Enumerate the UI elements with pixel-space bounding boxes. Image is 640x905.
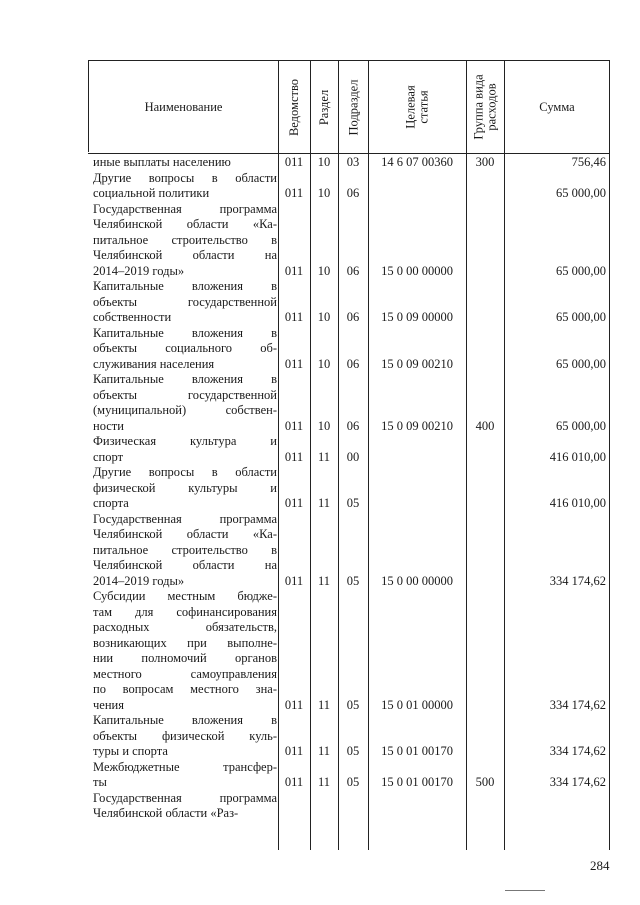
header-gruppa [467,61,504,153]
row-name-line: Государственная программа [93,511,277,526]
row-name-line: питальное строительство в [93,542,277,557]
cell-razdel: 11 [317,449,331,464]
cell-summa: 416 010,00 [549,496,606,510]
table-row [88,372,610,434]
cell-podrazdel: 06 [346,356,360,371]
row-name-line: Субсидии местным бюдже- [93,589,277,603]
row-name-line: питальное строительство в [93,232,277,247]
header-podrazdel-text: Подраздел [346,79,360,135]
cell-summa: 334 174,62 [549,775,606,789]
row-name-line: объекты социального об- [93,341,277,355]
row-name-line: (муниципальной) собствен- [93,403,277,417]
cell-podrazdel: 00 [346,449,360,464]
cell-summa: 65 000,00 [556,356,606,371]
cell-celevaya: 15 0 09 00210 [381,418,453,433]
cell-razdel: 10 [317,186,331,200]
cell-razdel: 10 [317,310,331,324]
cell-summa: 65 000,00 [556,310,606,324]
cell-vedomstvo: 011 [284,263,304,278]
header-celevaya-line1: Целевая [403,85,418,129]
cell-razdel: 11 [317,496,331,510]
cell-celevaya: 15 0 01 00170 [381,775,453,789]
header-gruppa-text [473,74,499,139]
row-name-line: Челябинской области на [93,558,277,572]
cell-summa: 65 000,00 [556,263,606,278]
row-name [93,760,277,791]
cell-podrazdel: 06 [346,186,360,200]
row-name-line: Капитальные вложения в [93,372,277,386]
row-name-line: по вопросам местного зна- [93,682,277,696]
header-name-text: Наименование [144,99,223,114]
cell-razdel: 11 [317,697,331,712]
cell-razdel: 11 [317,744,331,758]
row-name-line: Капитальные вложения в [93,325,277,340]
row-name-line: иные выплаты населению [93,155,231,169]
row-name-line: 2014–2019 годы» [93,263,185,278]
cell-razdel: 10 [317,263,331,278]
table-row [88,465,610,512]
header-summa-text: Сумма [539,99,575,114]
cell-vedomstvo: 011 [284,573,304,588]
cell-celevaya: 15 0 01 00170 [381,744,453,758]
cell-gruppa: 400 [475,418,495,433]
cell-vedomstvo: 011 [284,310,304,324]
row-name [93,279,277,326]
cell-vedomstvo: 011 [284,496,304,510]
row-name-line: Челябинской области «Ка- [93,527,277,541]
header-podrazdel [339,61,368,153]
cell-podrazdel: 03 [346,155,360,169]
row-name-line: местного самоуправления [93,666,277,681]
header-razdel-text: Раздел [317,89,332,125]
row-name [93,155,277,171]
row-name [93,589,277,713]
cell-vedomstvo: 011 [284,356,304,371]
cell-podrazdel: 06 [346,310,360,324]
cell-celevaya: 15 0 09 00210 [381,356,453,371]
cell-razdel: 10 [317,356,331,371]
table-row [88,713,610,760]
header-celevaya-line2: статья [416,90,431,124]
table-row [88,279,610,326]
row-name-line: Государственная программа [93,790,277,805]
row-name-line: Другие вопросы в области [93,170,277,185]
table-row [88,791,610,822]
cell-podrazdel: 05 [346,496,360,510]
table-row [88,155,610,171]
table-row [88,434,610,465]
cell-vedomstvo: 011 [284,418,304,433]
cell-summa: 334 174,62 [549,697,606,712]
footer-line [505,890,545,891]
cell-gruppa: 500 [475,775,495,789]
header-celevaya [369,61,466,153]
cell-podrazdel: 05 [346,775,360,789]
header-vedomstvo [279,61,310,153]
cell-razdel: 11 [317,775,331,789]
header-summa [505,61,609,153]
row-name-line: 2014–2019 годы» [93,573,185,588]
row-name-line: объекты государственной [93,294,277,309]
row-name [93,202,277,280]
row-name-line: расходных обязательств, [93,620,277,634]
cell-vedomstvo: 011 [284,155,304,169]
row-name [93,713,277,760]
cell-celevaya: 14 6 07 00360 [381,155,453,169]
row-name-line: собственности [93,310,172,324]
row-name-line: возникающих при выполне- [93,635,277,650]
header-vedomstvo-text: Ведомство [287,78,301,136]
row-name-line: социальной политики [93,186,210,200]
cell-vedomstvo: 011 [284,449,304,464]
row-name-line: объекты государственной [93,387,277,402]
row-name-line: Другие вопросы в области [93,465,277,479]
cell-summa: 65 000,00 [556,418,606,433]
header-name [89,61,278,153]
table-row [88,760,610,791]
cell-razdel: 11 [317,573,331,588]
row-name [93,791,277,822]
row-name [93,372,277,434]
cell-celevaya: 15 0 01 00000 [381,697,453,712]
table-row [88,171,610,202]
cell-vedomstvo: 011 [284,775,304,789]
cell-vedomstvo: 011 [284,744,304,758]
row-name-line: объекты физической куль- [93,728,277,743]
table-row [88,589,610,713]
cell-podrazdel: 06 [346,418,360,433]
row-name-line: физической культуры и [93,480,277,495]
page-number: 284 [590,858,610,873]
header-celevaya-text [405,85,431,128]
cell-razdel: 10 [317,155,331,169]
row-name-line: чения [93,697,124,712]
row-name-line: Капитальные вложения в [93,279,277,293]
table-row [88,326,610,373]
row-name-line: ности [93,418,124,433]
cell-celevaya: 15 0 00 00000 [381,573,453,588]
cell-podrazdel: 06 [346,263,360,278]
row-name-line: Челябинской области «Раз- [93,806,239,820]
cell-razdel: 10 [317,418,331,433]
table-row [88,202,610,280]
row-name-line: Физическая культура и [93,434,277,448]
header-gruppa-line1: Группа вида [471,74,486,140]
cell-summa: 416 010,00 [549,449,606,464]
row-name-line: служивания населения [93,356,215,371]
cell-summa: 65 000,00 [556,186,606,200]
row-name-line: Капитальные вложения в [93,713,277,727]
cell-gruppa: 300 [475,155,495,169]
row-name-line: туры и спорта [93,744,168,758]
cell-celevaya: 15 0 09 00000 [381,310,453,324]
row-name-line: Челябинской области «Ка- [93,217,277,231]
table-row [88,512,610,590]
row-name [93,512,277,590]
row-name [93,434,277,465]
cell-summa: 334 174,62 [549,573,606,588]
row-name-line: там для софинансирования [93,604,277,619]
cell-podrazdel: 05 [346,573,360,588]
row-name-line: спорта [93,496,129,510]
row-name-line: Межбюджетные трансфер- [93,759,277,774]
header-gruppa-line2: расходов [484,83,499,131]
table-header-border [88,153,610,154]
row-name [93,171,277,202]
cell-summa: 334 174,62 [549,744,606,758]
row-name-line: ты [93,775,107,789]
cell-podrazdel: 05 [346,697,360,712]
row-name [93,326,277,373]
cell-vedomstvo: 011 [284,697,304,712]
row-name-line: Челябинской области на [93,248,277,262]
cell-vedomstvo: 011 [284,186,304,200]
row-name [93,465,277,512]
cell-summa: 756,46 [571,155,606,169]
row-name-line: спорт [93,449,124,464]
row-name-line: Государственная программа [93,201,277,216]
header-razdel [311,61,338,153]
row-name-line: нии полномочий органов [93,651,277,665]
cell-podrazdel: 05 [346,744,360,758]
cell-celevaya: 15 0 00 00000 [381,263,453,278]
